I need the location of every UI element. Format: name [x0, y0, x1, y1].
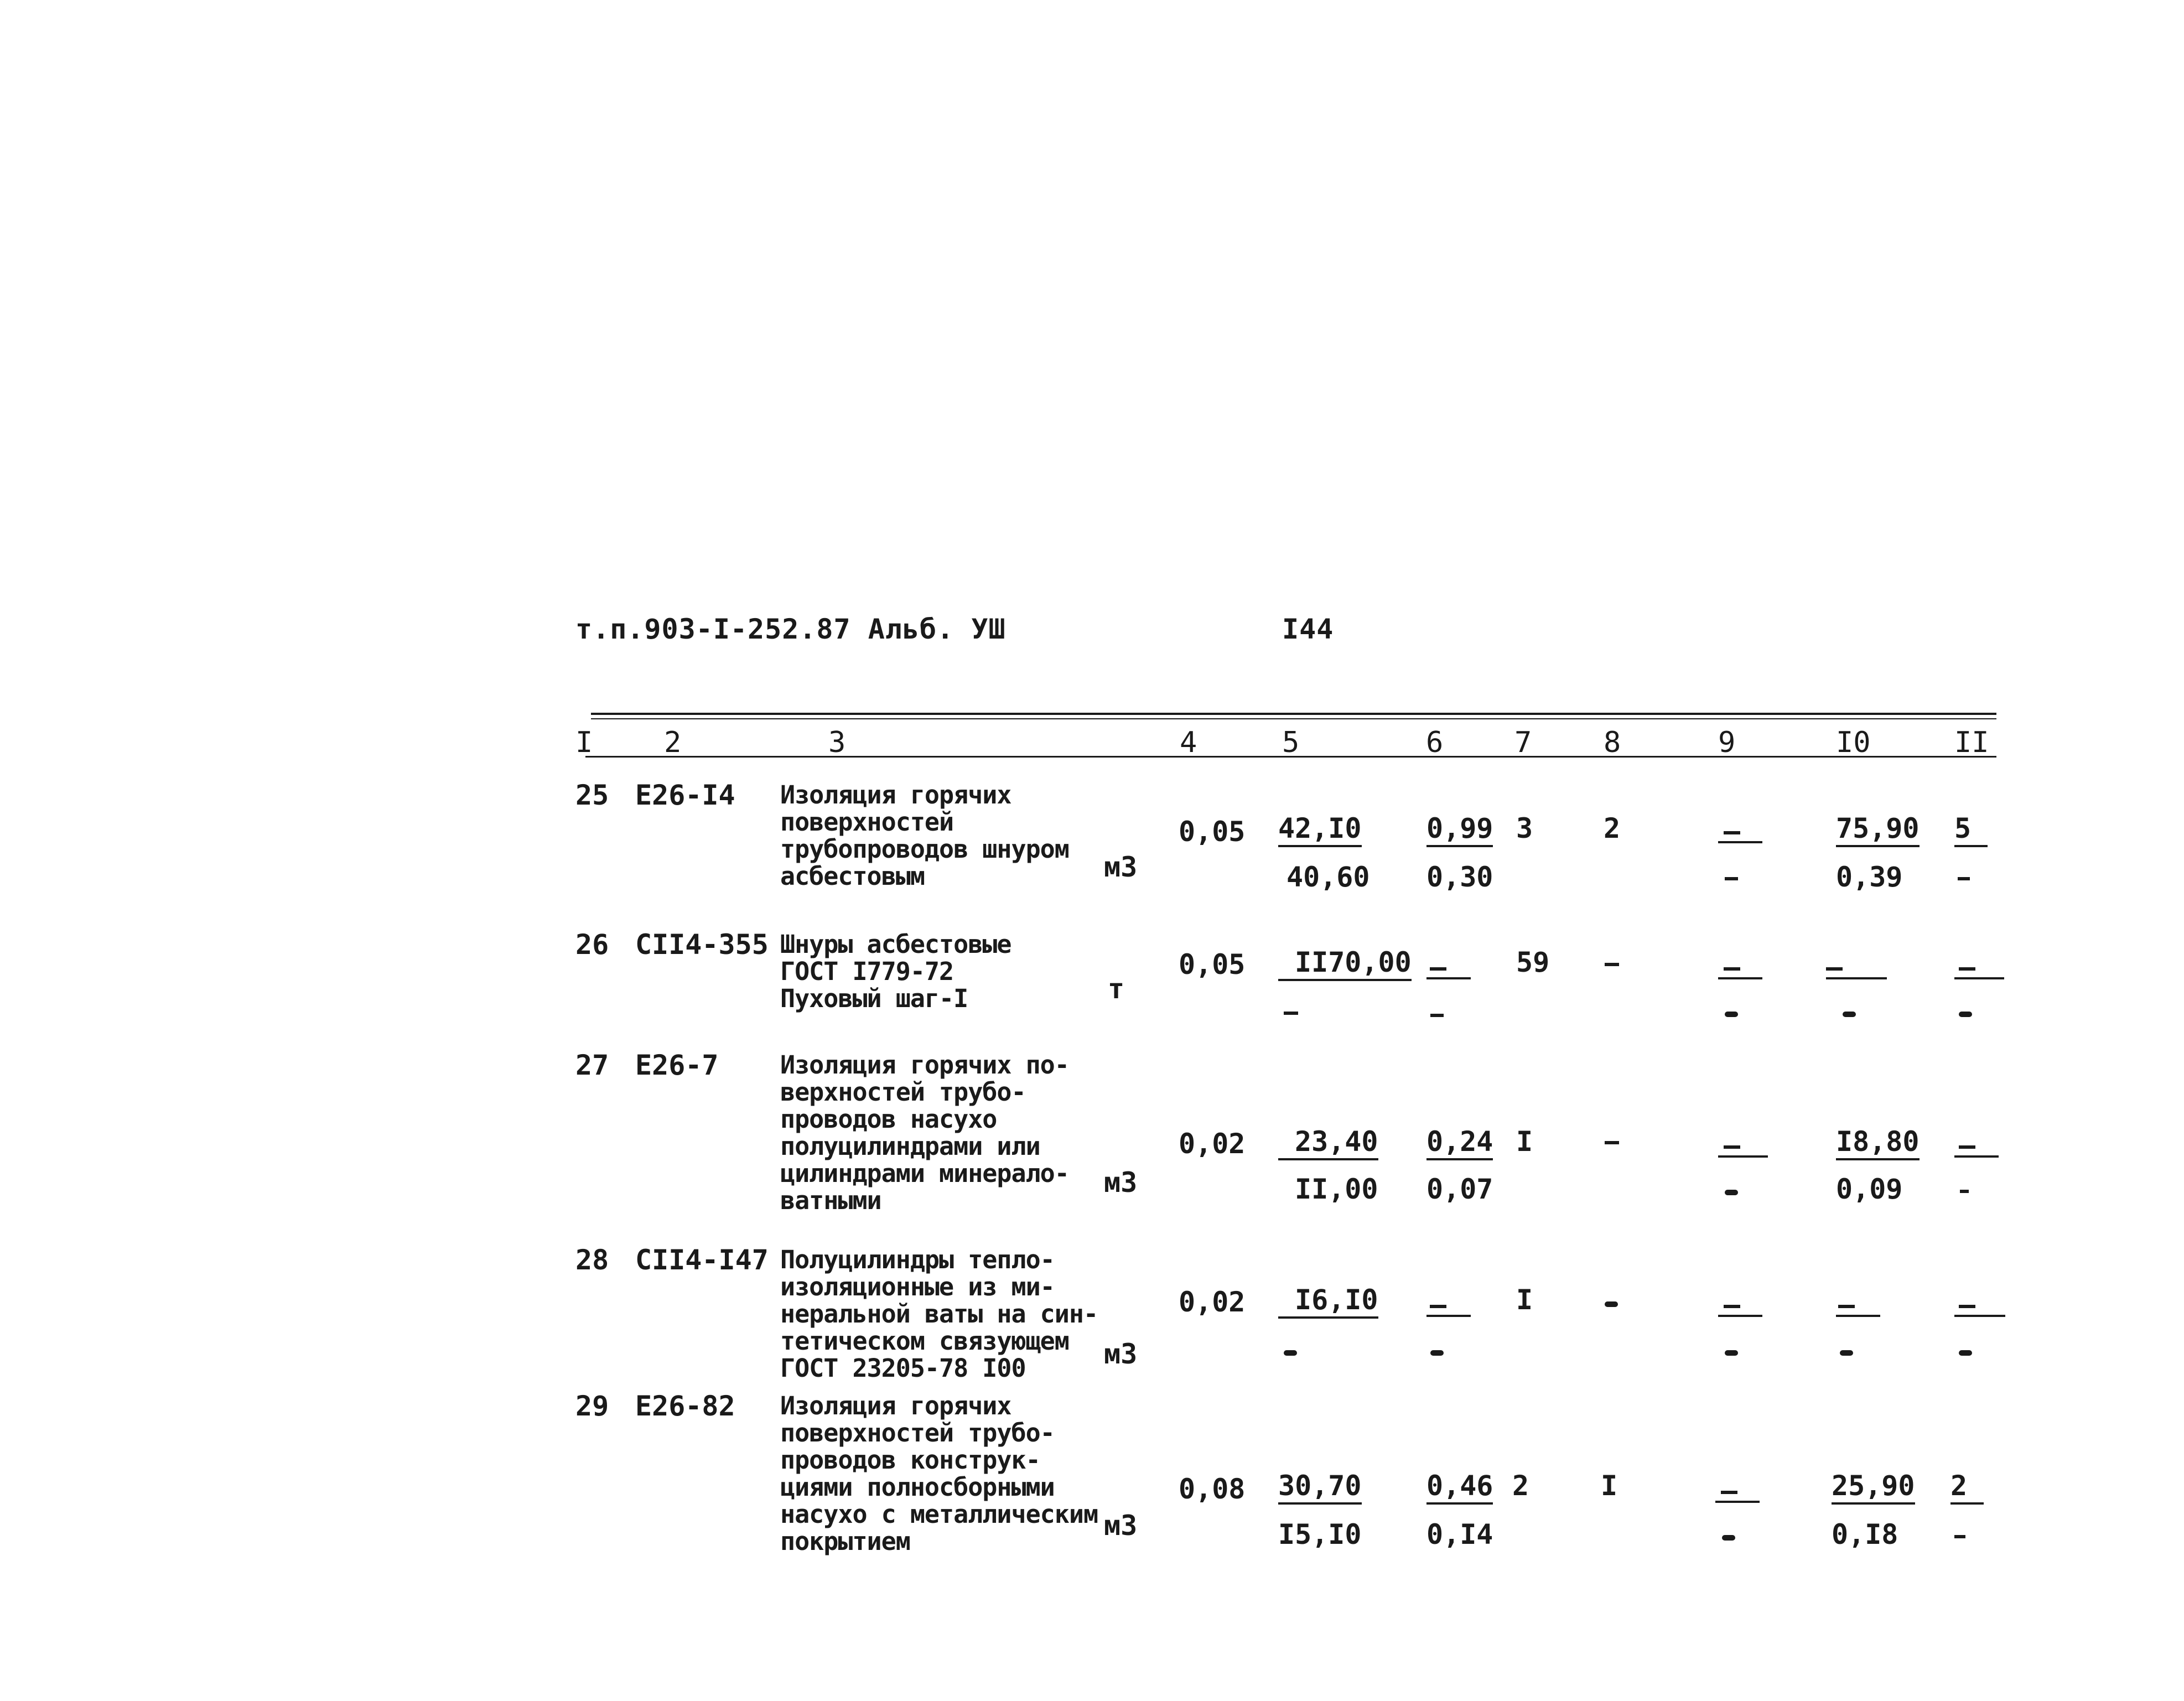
col6-bottom: 0,30 [1426, 861, 1493, 893]
col5-bottom: II,00 [1295, 1173, 1378, 1205]
col5-bottom-dash [1284, 1350, 1297, 1356]
description-line: циями полносборными [780, 1472, 1055, 1502]
col7-value: 59 [1516, 946, 1550, 978]
col9-top-dash [1718, 1155, 1768, 1158]
unit: м3 [1104, 1338, 1138, 1370]
description-line: насухо с металлическим [780, 1500, 1098, 1529]
column-header: 4 [1180, 726, 1197, 759]
description-line: ватными [780, 1186, 881, 1215]
quantity: 0,05 [1179, 948, 1246, 981]
description-line: полуцилиндрами или [780, 1132, 1040, 1161]
col6-top: 0,99 [1426, 815, 1493, 847]
col5-top: II70,00 [1278, 948, 1412, 981]
col6-top-dash [1426, 1315, 1471, 1317]
col8-dash [1605, 963, 1619, 966]
unit: т [1108, 973, 1125, 1005]
col9-top-mark [1721, 1491, 1737, 1494]
description-line: покрытием [780, 1527, 910, 1556]
col5-top: 23,40 [1278, 1128, 1378, 1160]
col10-top: 25,90 [1832, 1472, 1915, 1505]
col7-value: I [1516, 1126, 1533, 1158]
description-line: неральной ваты на син- [780, 1299, 1098, 1329]
column-header: 3 [828, 726, 846, 759]
work-description [780, 1246, 1098, 1382]
col6-top: 0,24 [1426, 1128, 1493, 1160]
document-reference: т.п.903-I-252.87 Альб. УШ [575, 613, 1006, 645]
row-number: 25 [575, 779, 609, 811]
col5-bottom-dash [1284, 1012, 1298, 1015]
description-line: ГОСТ I779-72 [780, 957, 954, 986]
col9-top-mark [1724, 831, 1740, 834]
col9-top-dash [1718, 841, 1762, 843]
col11-top-dash [1954, 1155, 1999, 1158]
column-header: I0 [1836, 726, 1871, 759]
work-description [780, 1051, 1069, 1214]
col9-bottom-dash [1725, 1350, 1738, 1356]
col11-bottom-dash [1959, 1012, 1972, 1017]
description-line: проводов конструк- [780, 1445, 1040, 1475]
column-header: 7 [1514, 726, 1532, 759]
description-line: Изоляция горячих [780, 1391, 1011, 1420]
work-description [780, 1392, 1098, 1555]
description-line: тетическом связующем [780, 1326, 1069, 1356]
column-header: I [575, 726, 593, 759]
description-line: изоляционные из ми- [780, 1272, 1055, 1301]
col11-top-mark [1959, 967, 1975, 971]
rate-code: СII4-I47 [635, 1244, 769, 1276]
description-line: поверхностей трубо- [780, 1418, 1055, 1448]
description-line: поверхностей [780, 807, 954, 837]
col5-top: 42,I0 [1278, 815, 1362, 847]
col6-top-dash [1426, 977, 1471, 979]
col10-top: 75,90 [1836, 815, 1920, 847]
col10-top-mark [1838, 1305, 1855, 1308]
description-line: Изоляция горячих по- [780, 1050, 1069, 1080]
col7-value: 3 [1516, 812, 1533, 844]
column-header: 6 [1426, 726, 1444, 759]
col11-bottom-dash [1960, 1190, 1969, 1193]
unit: м3 [1104, 851, 1138, 883]
description-line: ГОСТ 23205-78 I00 [780, 1353, 1026, 1383]
rate-code: Е26-7 [635, 1049, 719, 1081]
col10-top-mark [1826, 967, 1843, 971]
col5-bottom: 40,60 [1286, 861, 1370, 893]
work-description [780, 931, 1011, 1012]
col10-top-dash [1826, 977, 1887, 979]
col6-bottom-dash [1430, 1350, 1444, 1356]
col6-bottom: 0,07 [1426, 1173, 1493, 1205]
col9-top-dash [1715, 1501, 1760, 1503]
column-header: 9 [1718, 726, 1736, 759]
quantity: 0,02 [1179, 1128, 1246, 1160]
col10-bottom: 0,39 [1836, 861, 1903, 893]
col10-top-dash [1836, 1315, 1880, 1317]
rate-code: Е26-I4 [635, 779, 735, 811]
row-number: 28 [575, 1244, 609, 1276]
col6-top-mark [1430, 967, 1446, 971]
col9-top-mark [1724, 1305, 1740, 1308]
col8-value: I [1601, 1470, 1618, 1502]
col7-value: I [1516, 1284, 1533, 1316]
description-line: верхностей трубо- [780, 1077, 1026, 1107]
description-line: проводов насухо [780, 1104, 997, 1134]
col6-bottom-dash [1430, 1014, 1444, 1017]
col11-bottom-dash [1954, 1535, 1965, 1538]
col5-top: I6,I0 [1278, 1286, 1378, 1319]
col11-bottom-dash [1958, 877, 1970, 880]
row-number: 27 [575, 1049, 609, 1081]
unit: м3 [1104, 1510, 1138, 1542]
col10-bottom-dash [1843, 1012, 1856, 1017]
quantity: 0,08 [1179, 1473, 1246, 1505]
col5-top: 30,70 [1278, 1472, 1362, 1505]
col11-top-mark [1959, 1305, 1975, 1308]
column-header-rule [585, 756, 1996, 758]
col11-bottom-dash [1959, 1350, 1972, 1356]
col10-bottom: 0,09 [1836, 1173, 1903, 1205]
unit: м3 [1104, 1166, 1138, 1199]
col9-bottom-dash [1725, 877, 1738, 880]
col9-bottom-dash [1722, 1535, 1735, 1541]
quantity: 0,05 [1179, 816, 1246, 848]
col10-bottom: 0,I8 [1832, 1518, 1898, 1550]
description-line: Пуховый шаг-I [780, 984, 968, 1013]
col8-dash [1605, 1141, 1619, 1144]
description-line: асбестовым [780, 862, 925, 891]
col9-bottom-dash [1725, 1190, 1738, 1195]
col9-top-mark [1724, 967, 1740, 971]
col6-top: 0,46 [1426, 1472, 1493, 1505]
description-line: Изоляция горячих [780, 780, 1011, 810]
column-header: II [1954, 726, 1989, 759]
col11-top-dash [1954, 1315, 2005, 1317]
table-top-rule-thin [591, 718, 1996, 719]
col9-top-dash [1718, 1315, 1762, 1317]
quantity: 0,02 [1179, 1286, 1246, 1318]
col6-bottom: 0,I4 [1426, 1518, 1493, 1550]
col8-value: 2 [1604, 812, 1621, 844]
table-top-rule [591, 713, 1996, 715]
col11-top: 5 [1954, 815, 1988, 847]
col5-bottom: I5,I0 [1278, 1518, 1362, 1550]
description-line: Полуцилиндры тепло- [780, 1245, 1055, 1274]
page-number: I44 [1282, 613, 1334, 645]
rate-code: СII4-355 [635, 929, 769, 961]
col6-top-mark [1430, 1305, 1446, 1308]
row-number: 29 [575, 1390, 609, 1422]
column-header: 5 [1282, 726, 1300, 759]
col11-top-mark [1959, 1145, 1975, 1149]
col9-top-mark [1724, 1145, 1740, 1149]
col7-value: 2 [1512, 1470, 1529, 1502]
description-line: трубопроводов шнуром [780, 834, 1069, 864]
col10-bottom-dash [1840, 1350, 1853, 1356]
col11-top: 2 [1950, 1472, 1984, 1505]
col9-bottom-dash [1725, 1012, 1738, 1017]
col9-top-dash [1718, 977, 1762, 979]
rate-code: Е26-82 [635, 1390, 735, 1422]
column-header: 2 [664, 726, 682, 759]
col8-dash [1605, 1301, 1618, 1307]
row-number: 26 [575, 929, 609, 961]
column-header: 8 [1604, 726, 1621, 759]
work-description [780, 781, 1069, 890]
description-line: цилиндрами минерало- [780, 1159, 1069, 1188]
col10-top: I8,80 [1836, 1128, 1920, 1160]
col11-top-dash [1954, 977, 2004, 979]
description-line: Шнуры асбестовые [780, 930, 1011, 959]
